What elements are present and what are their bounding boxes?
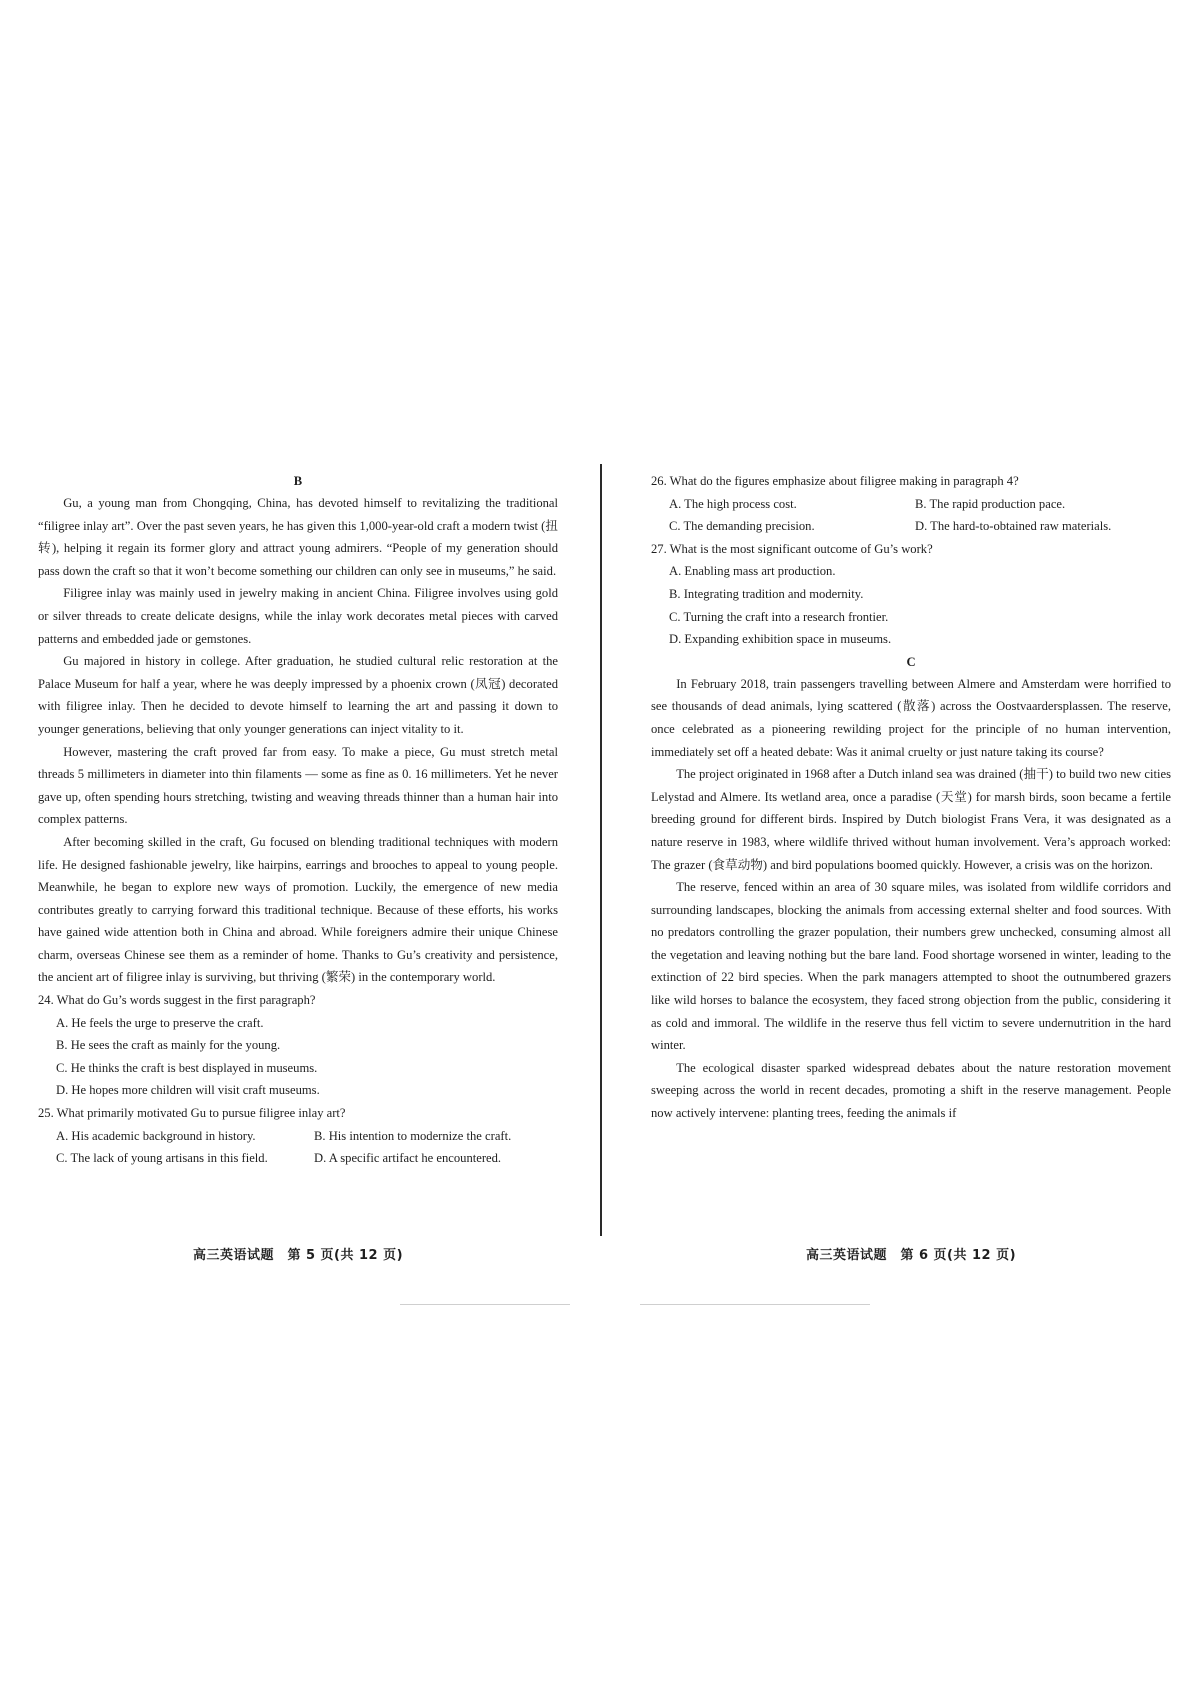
passage-b-paragraph-3: Gu majored in history in college. After graduation, he studied cultural relic restoration at the Palace Museum for half a year, where he was deeply impressed by a phoenix crown (凤冠) decorated with filigree inlay. Then he decided to devote himself to learning the art and passing it down to younger generations, believing that only younger generations can inject vitality to it. — [38, 654, 558, 736]
column-divider — [600, 464, 602, 1236]
section-title-b: B — [293, 474, 303, 488]
section-title-c: C — [906, 654, 916, 669]
question-27-option-b: B. Integrating tradition and modernity. — [669, 586, 864, 601]
passage-b-paragraph-1: Gu, a young man from Chongqing, China, has devoted himself to revitalizing the traditional “filigree inlay art”. Over the past seven years, he has given this 1,000-year-old craft a modern twist (扭转), helping it regain its former glory and attract young admirers. “People of my generation should pass down the craft so that it won’t become something our children can only see in museums,” he said. — [38, 496, 558, 578]
passage-b-paragraph-5: After becoming skilled in the craft, Gu focused on blending traditional techniques with modern life. He designed fashionable jewelry, like hairpins, earrings and brooches to appeal to young people. Meanwhile, he began to explore new ways of promotion. Luckily, the emergence of new media contributes greatly to carrying forward this traditional technique. Because of these efforts, his works have gained wide attention both in China and abroad. While foreigners admire their unique Chinese charm, overseas Chinese see them as a reminder of home. Thanks to Gu’s creativity and persistence, the ancient art of filigree inlay is surviving, but thriving (繁荣) in the contemporary world. — [38, 834, 558, 985]
question-27-stem: 27. What is the most significant outcome of Gu’s work? — [651, 541, 933, 556]
bottom-rule-right — [640, 1304, 870, 1305]
question-25-option-c: C. The lack of young artisans in this field. — [56, 1151, 268, 1166]
passage-c-paragraph-1: In February 2018, train passengers travelling between Almere and Amsterdam were horrified to see thousands of dead animals, lying scattered (散落) across the Oostvaardersplassen. The reserve, once celebrated as a pioneering rewilding project for the principle of no human intervention, immediately set off a heated debate: Was it animal cruelty or just nature taking its course? — [651, 676, 1171, 759]
question-25-option-a: A. His academic background in history. — [56, 1128, 256, 1143]
passage-c-paragraph-4: The ecological disaster sparked widespread debates about the nature restoration movement sweeping across the world in recent decades, promoting a shift in the reserve management. People now actively intervene: planting trees, feeding the animals if — [651, 1060, 1171, 1121]
question-24 — [38, 989, 558, 1102]
exam-page-5 — [38, 470, 558, 1170]
question-24-option-c: C. He thinks the craft is best displayed in museums. — [56, 1060, 318, 1075]
bottom-rule-left — [400, 1304, 570, 1305]
page-footer-5: 高三英语试题 第 5 页(共 12 页) — [192, 1248, 404, 1263]
question-25-stem: 25. What primarily motivated Gu to pursue filigree inlay art? — [38, 1106, 346, 1121]
question-26-stem: 26. What do the figures emphasize about filigree making in paragraph 4? — [651, 474, 1019, 488]
passage-c-paragraph-3: The reserve, fenced within an area of 30 square miles, was isolated from wildlife corridors and surrounding landscapes, blocking the animals from accessing external shelter and food sources. With no predators controlling the grazer population, their numbers grew unchecked, consuming almost all the vegetation and leaving nothing but the bare land. Food shortage worsened in winter, leading to the extinction of 22 bird species. When the park managers attempted to shoot the outnumbered grazers like wild horses to balance the ecosystem, they faced strong objection from the public, considering it as cold and immoral. The wildlife in the reserve thus fell victim to severe undernutrition in the hard winter. — [651, 880, 1171, 1053]
passage-b-paragraph-4: However, mastering the craft proved far from easy. To make a piece, Gu must stretch metal threads 5 millimeters in diameter into thin filaments — some as fine as 0. 16 millimeters. Yet he never gave up, often spending hours stretching, twisting and weaving threads thinner than a human hair into complex patterns. — [38, 744, 558, 827]
passage-c-paragraph-2: The project originated in 1968 after a Dutch inland sea was drained (抽干) to build two new cities Lelystad and Almere. Its wetland area, once a paradise (天堂) for marsh birds, soon became a fertile breeding ground for different birds. Inspired by Dutch biologist Frans Vera, it was designated as a nature reserve in 1983, where wildlife thrived without human involvement. Vera’s approach worked: The grazer (食草动物) and bird populations boomed quickly. However, a crisis was on the horizon. — [651, 767, 1171, 872]
question-24-option-d: D. He hopes more children will visit craft museums. — [56, 1083, 320, 1098]
question-25 — [38, 1102, 558, 1170]
question-27-option-d: D. Expanding exhibition space in museums. — [669, 632, 892, 647]
question-27 — [651, 538, 1171, 651]
question-24-option-a: A. He feels the urge to preserve the craft. — [56, 1015, 264, 1030]
question-26-option-a: A. The high process cost. — [669, 496, 797, 511]
exam-page-6 — [651, 470, 1171, 1125]
question-25-option-b: B. His intention to modernize the craft. — [314, 1128, 512, 1143]
question-26-option-b: B. The rapid production pace. — [915, 496, 1066, 511]
page-footer-6: 高三英语试题 第 6 页(共 12 页) — [805, 1248, 1017, 1263]
question-26 — [651, 470, 1171, 538]
question-26-option-d: D. The hard-to-obtained raw materials. — [915, 519, 1112, 534]
question-25-option-d: D. A specific artifact he encountered. — [314, 1151, 502, 1166]
question-26-option-c: C. The demanding precision. — [669, 519, 815, 534]
question-27-option-a: A. Enabling mass art production. — [669, 564, 836, 579]
question-24-option-b: B. He sees the craft as mainly for the young. — [56, 1038, 281, 1053]
question-27-option-c: C. Turning the craft into a research frontier. — [669, 609, 889, 624]
question-24-stem: 24. What do Gu’s words suggest in the first paragraph? — [38, 993, 316, 1008]
passage-b-paragraph-2: Filigree inlay was mainly used in jewelry making in ancient China. Filigree involves using gold or silver threads to create delicate designs, while the inlay work decorates metal pieces with carved patterns and embedded jade or gemstones. — [38, 586, 558, 646]
